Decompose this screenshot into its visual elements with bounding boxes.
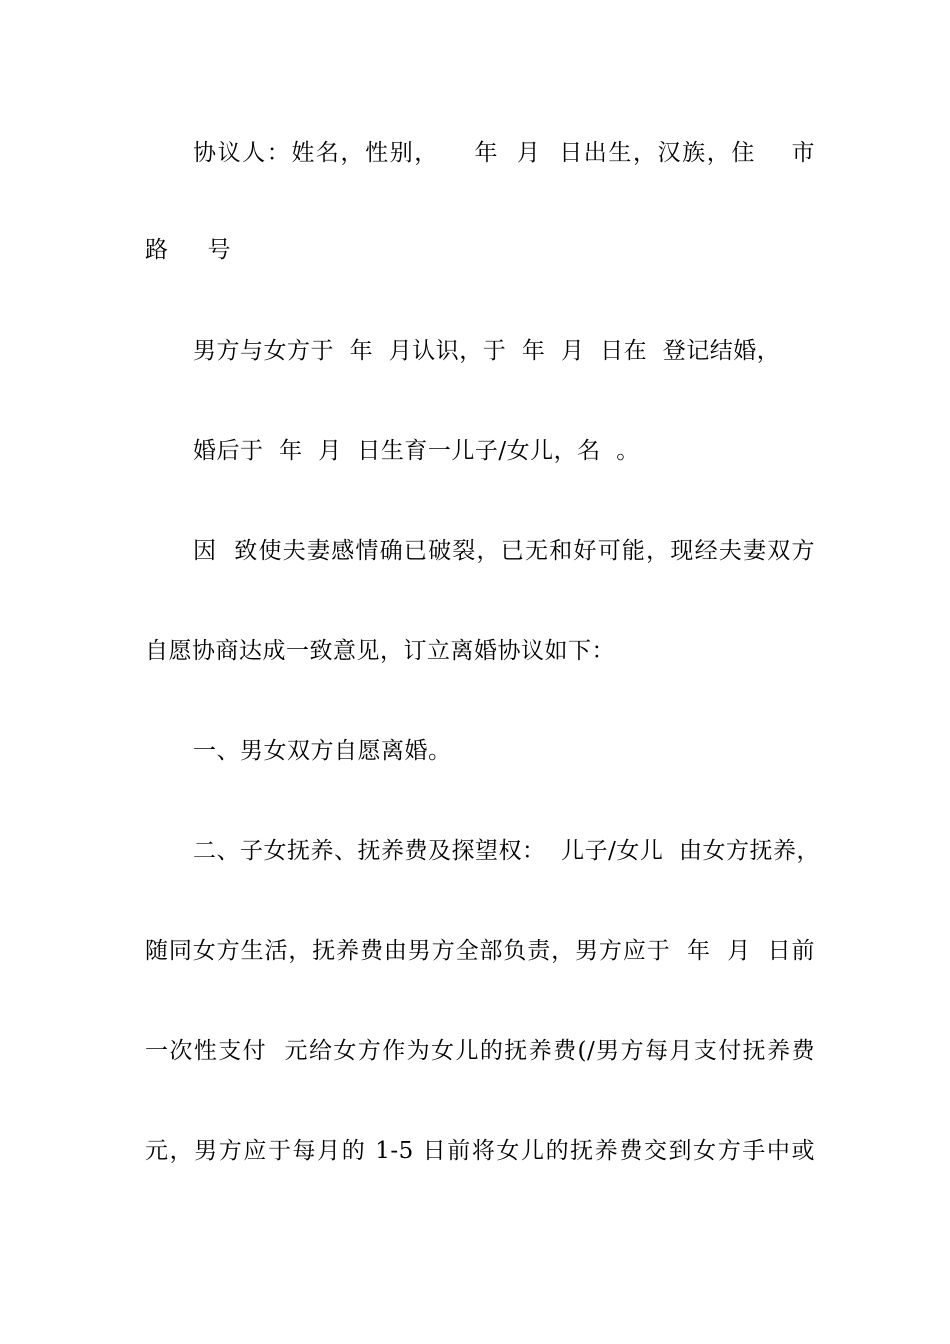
agreement-intro-line: 自愿协商达成一致意见，订立离婚协议如下： <box>145 638 615 664</box>
clause-two-line: 二、子女抚养、抚养费及探望权： 儿子/女儿 由女方抚养， <box>193 838 820 864</box>
marriage-registration-line: 男方与女方于 年 月认识，于 年 月 日在 登记结婚， <box>193 338 781 364</box>
child-birth-line: 婚后于 年 月 日生育一儿子/女儿，名 。 <box>193 438 640 464</box>
clause-two-continuation-line-1: 随同女方生活，抚养费由男方全部负责，男方应于 年 月 日前 <box>145 938 815 964</box>
reason-line: 因 致使夫妻感情确已破裂，已无和好可能，现经夫妻双方 <box>193 538 815 564</box>
clause-two-continuation-line-3: 元，男方应于每月的 1-5 日前将女儿的抚养费交到女方手中或 <box>145 1138 815 1164</box>
address-line: 路 号 <box>145 237 232 263</box>
agreement-party-line: 协议人：姓名，性别， 年 月 日出生，汉族，住 市 <box>193 140 815 166</box>
clause-one-line: 一、男女双方自愿离婚。 <box>193 738 452 764</box>
clause-two-continuation-line-2: 一次性支付 元给女方作为女儿的抚养费(/男方每月支付抚养费 <box>145 1038 815 1064</box>
